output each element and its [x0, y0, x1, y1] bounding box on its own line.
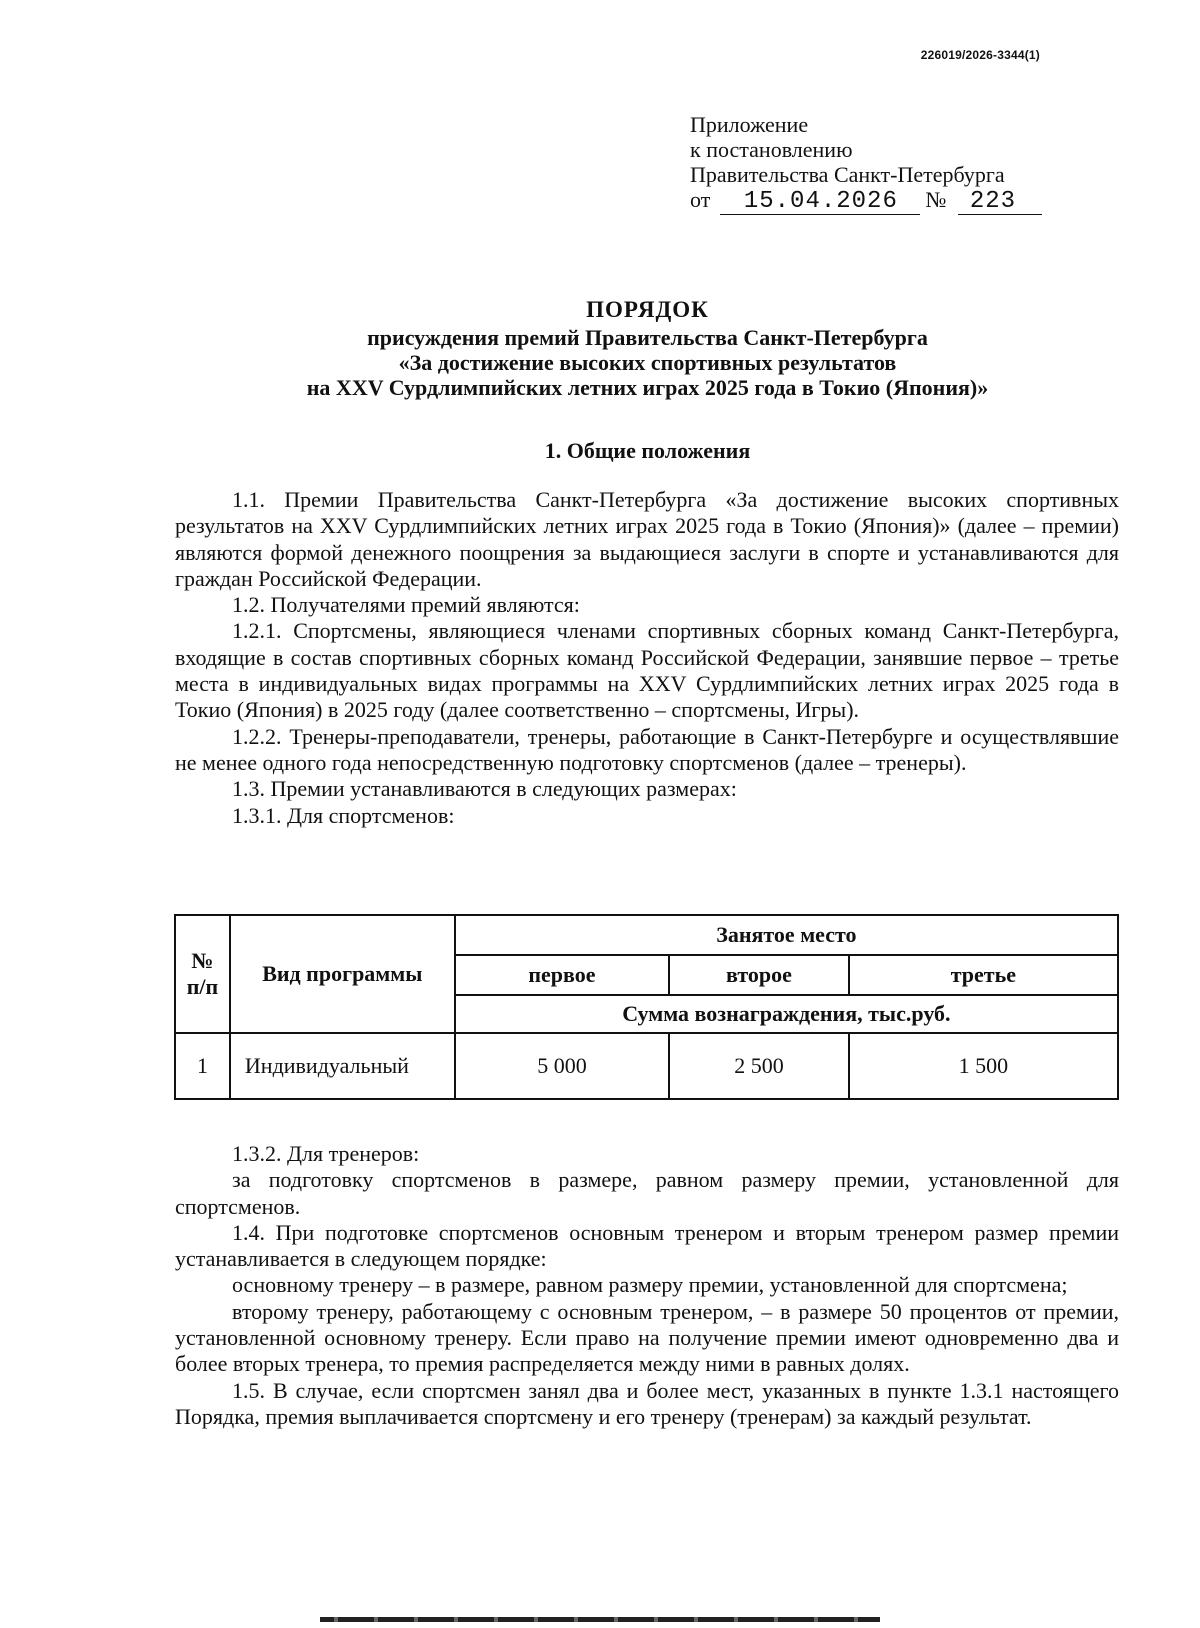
paragraph: 1.2. Получателями премий являются: [232, 592, 580, 618]
paragraph: 1.3.1. Для спортсменов: [232, 802, 455, 828]
annex-date-line [690, 187, 1042, 215]
table-row [175, 1033, 1118, 1099]
cell-first-amount: 5 000 [455, 1033, 669, 1099]
document-registration-number: 226019/2026-3344(1) [920, 48, 1040, 62]
paragraphs-before-table [175, 487, 1119, 829]
annex-header [690, 112, 1042, 215]
scan-edge-artifact [320, 1617, 880, 1622]
annex-line-2: к постановлению [690, 137, 853, 162]
title-line-1: присуждения премий Правительства Санкт-Петербурга [367, 325, 928, 350]
paragraph: за подготовку спортсменов в размере, равном размеру премии, установленной для спортсменов. [175, 1167, 1119, 1219]
document-title [175, 297, 1120, 400]
section-heading: 1. Общие положения [544, 438, 751, 463]
header-num: № п/п [175, 915, 230, 1033]
cell-third-amount: 1 500 [849, 1033, 1118, 1099]
paragraph: 1.5. В случае, если спортсмен занял два и более мест, указанных в пункте 1.3.1 настоящего Порядка, премия выплачивается спортсмену и его тренеру (тренерам) за каждый результат. [175, 1377, 1119, 1429]
title-line-3: на XXV Сурдлимпийских летних играх 2025 года в Токио (Япония)» [306, 375, 989, 400]
annex-number: 223 [958, 189, 1042, 215]
cell-program-type: Индивидуальный [230, 1033, 455, 1099]
header-amount: Сумма вознаграждения, тыс.руб. [455, 995, 1118, 1033]
annex-line-3: Правительства Санкт-Петербурга [690, 162, 1005, 187]
paragraph: 1.2.2. Тренеры-преподаватели, тренеры, работающие в Санкт-Петербурге и осуществлявшие не менее одного года непосредственную подготовку спортсменов (далее – тренеры). [175, 723, 1119, 775]
annex-number-sign: № [925, 187, 947, 212]
annex-date: 15.04.2026 [720, 189, 920, 215]
paragraph: 1.4. При подготовке спортсменов основным тренером и вторым тренером размер премии устанавливается в следующем порядке: [175, 1219, 1119, 1272]
paragraph: основному тренеру – в размере, равном размеру премии, установленной для спортсмена; [232, 1272, 1068, 1298]
header-place-second: второе [669, 955, 849, 995]
header-place-third: третье [849, 955, 1118, 995]
title-main: ПОРЯДОК [586, 297, 709, 322]
paragraph: 1.3. Премии устанавливаются в следующих размерах: [232, 776, 737, 802]
table-header-row [175, 915, 1118, 955]
paragraph: 1.3.2. Для тренеров: [232, 1141, 420, 1166]
header-place-first: первое [455, 955, 669, 995]
awards-table [174, 914, 1119, 1100]
title-line-2: «За достижение высоких спортивных результатов [398, 350, 897, 375]
header-program-type: Вид программы [230, 915, 455, 1033]
paragraph: второму тренеру, работающему с основным тренером, – в размере 50 процентов от премии, установленной основному тренеру. Если право на получение премии имеют одновременно два и более вторых тренера, то премия распределяется между ними в равных долях. [175, 1298, 1119, 1377]
annex-line-1: Приложение [690, 112, 809, 137]
paragraph: 1.2.1. Спортсмены, являющиеся членами спортивных сборных команд Санкт-Петербурга, входящие в состав спортивных сборных команд Российской Федерации, занявшие первое – третье места в индивидуальных видах программы на XXV Сурдлимпийских летних играх 2025 года в Токио (Япония) в 2025 году (далее соответственно – спортсмены, Игры). [175, 618, 1119, 723]
paragraph: 1.1. Премии Правительства Санкт-Петербурга «За достижение высоких спортивных результатов на XXV Сурдлимпийских летних играх 2025 года в Токио (Япония)» (далее – премии) являются формой денежного поощрения за выдающиеся заслуги в спорте и устанавливаются для граждан Российской Федерации. [175, 487, 1119, 591]
header-place-group: Занятое место [455, 915, 1118, 955]
paragraphs-after-table [175, 1141, 1119, 1430]
cell-second-amount: 2 500 [669, 1033, 849, 1099]
cell-num: 1 [175, 1033, 230, 1099]
annex-date-prefix: от [690, 187, 711, 212]
